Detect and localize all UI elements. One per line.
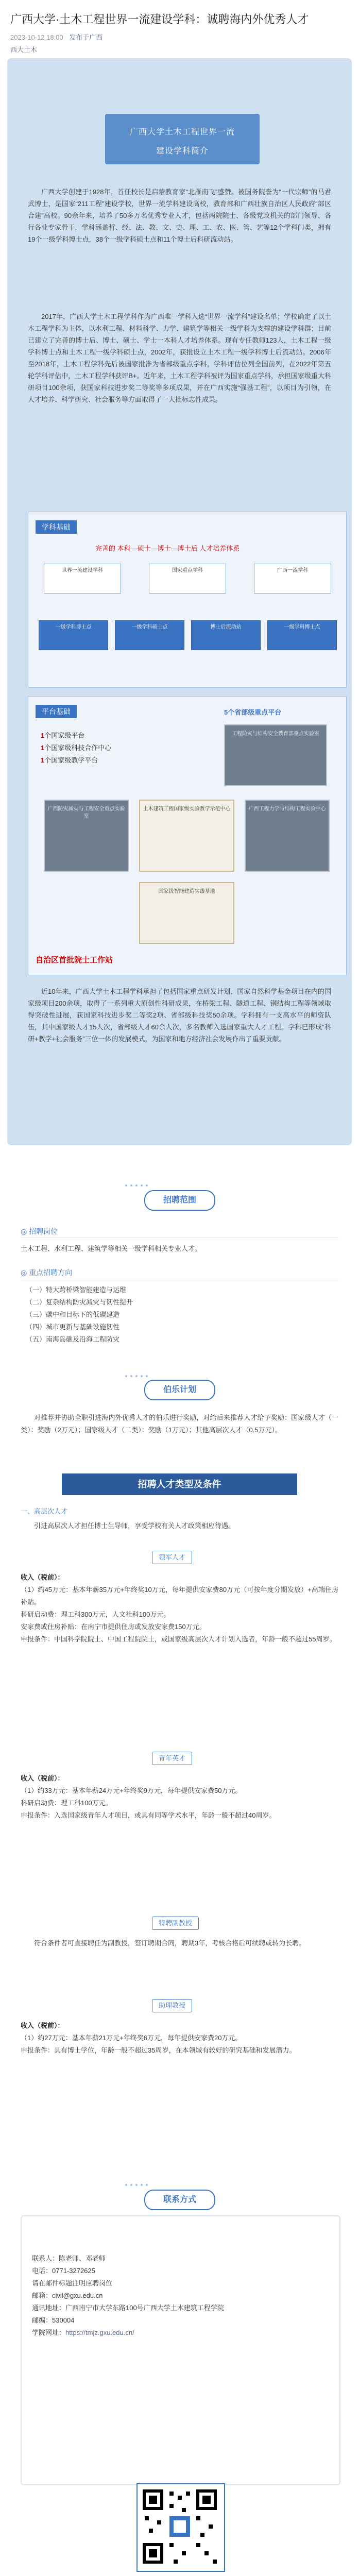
- direction-list: [26, 1284, 335, 1346]
- tab-lead-talent: 领军人才: [152, 1551, 192, 1564]
- contact-mail-note: 请在邮件标题注明应聘岗位: [32, 2279, 113, 2287]
- platform-item-2: 1个国家级科技合作中心: [41, 744, 112, 752]
- article-source[interactable]: 发布于广西: [69, 33, 103, 41]
- contact-card: [21, 2215, 340, 2485]
- divider-dots-3: [124, 2179, 235, 2182]
- direction-item: （二）复杂结构防灾减灾与韧性提升: [26, 1298, 133, 1306]
- platform-plaque-5: 国家级智能建造实践基地: [139, 882, 234, 944]
- contact-details: [32, 2252, 329, 2339]
- platform-headline: 5个省部级重点平台: [224, 708, 282, 716]
- bole-text: 对推荐并协助全职引进海内外优秀人才的伯乐进行奖励，对给后来推荐人才给予奖励：国家级人才（一类）：奖励（2万元）；国家级人才（二类）：奖励（1万元）；其他高层次人才（0.5万元）。: [21, 1414, 338, 1434]
- intro-paragraph-1: 广西大学创建于1928年，首任校长是启蒙教育家“北雁南飞”盛赞。被国务院誉为“一代宗师”的马君武博士，是国家“211工程”建设学校，世界一流学科建设高校，教育部和广西壮族自治区人民政府“部区合建”高校。90余年来，培养了50多万名优秀专业人才，包括两院院士、各级党政机关的部门领导、各行各业专家骨干，学科涵盖哲、经、法、教、文、史、理、工、农、医、管、艺等12个学科门类，拥有19个一级学科博士点，38个一级学科硕士点和11个博士后科研流动站。: [28, 188, 331, 243]
- young-talent-details: 收入（税前）： （1）约33万元：基本年薪24万元+年终奖9万元，每年提供安家费50万元。 科研启动费：理工科100万元。 申报条件：入选国家级青年人才项目，或具有同等学术水平，年龄一般不超过40周岁。: [21, 1774, 276, 1819]
- direction-item: （三）碳中和目标下的低碳建造: [26, 1311, 120, 1318]
- academic-box-7: 一级学科博士点: [267, 620, 337, 650]
- tab-assoc-professor: 特聘副教授: [152, 1917, 199, 1930]
- direction-item: （四）城市更新与基础设施韧性: [26, 1323, 120, 1331]
- academic-box-3: 广西一流学科: [254, 564, 331, 594]
- talent-type-band: 招聘人才类型及条件: [62, 1473, 297, 1495]
- platform-graphic: [28, 696, 347, 975]
- assist-professor-details: 收入（税前）： （1）约27万元：基本年薪21万元+年终奖6万元，每年提供安家费20万元。 申报条件：具有博士学位，年龄一般不超过35周岁，在本领域有较好的研究基础和发展潜力。: [21, 2022, 296, 2054]
- direction-item: （五）南海岛礁及沿海工程防灾: [26, 1335, 120, 1343]
- intro-heading-line2: 建设学科简介: [156, 147, 209, 156]
- contact-heading: 联系方式: [144, 2190, 215, 2210]
- platform-plaque-3: 土木建筑工程国家级实验教学示范中心: [139, 800, 234, 872]
- platform-plaque-1: 工程防灾与结构安全教育部重点实验室: [224, 724, 327, 786]
- academic-box-6: 博士后流动站: [191, 620, 261, 650]
- contact-phone[interactable]: 电话：0771-3272625: [32, 2267, 95, 2275]
- article-date: 2023-10-12 18:00: [10, 33, 63, 41]
- section-platform-title: 平台基础: [36, 705, 77, 718]
- intro-card: [7, 58, 352, 1145]
- post-text: 土木工程、水利工程、建筑学等相关一级学科相关专业人才。: [21, 1245, 202, 1252]
- direction-item: （一）特大跨桥梁智能建造与运维: [26, 1286, 127, 1294]
- contact-web[interactable]: 学院网址：https://tmjz.gxu.edu.cn/: [32, 2329, 134, 2336]
- academic-graphic: [28, 512, 347, 688]
- recruit-scope-heading: 招聘范围: [144, 1190, 215, 1211]
- high-level-text: 引进高层次人才担任博士生导师，享受学校有关人才政策相应待遇。: [34, 1522, 235, 1530]
- academic-box-4: 一级学科博士点: [39, 620, 108, 650]
- platform-list: [41, 730, 236, 767]
- tag-post: ◎ 招聘岗位: [21, 1227, 58, 1235]
- platform-item-1: 1个国家级平台: [41, 732, 85, 739]
- intro-paragraph-2: 2017年，广西大学土木工程学科作为广西唯一学科入选“世界一流学科”建设名单；学校确定了以土木工程学科为主体，以水利工程、材料科学、力学、建筑学等相关一级学科为支撑的建设学科群；目前已建立了完善的博士后、博士、硕士、学士一本科人才培养体系。现有专任教师123人，土木工程一级学科博士点和土木工程一级学科硕士点，2002年，获批设立土木工程一级学科博士后流动站。2006年至2018年，土木工程学科先后被国家批准为省部级重点学科，学科评估位列全国前列，在2022年第五轮学科评估中，土木工程学科获评B+。近年来，土木工程学科被评为国家重点学科，承担国家级重大科研项目100余项，获国家科技进步奖二等奖等多项成果，并在广西实施“强基工程”，以项目为引领，在人才培养、科学研究、社会服务等方面取得了一大批标志性成果。: [28, 313, 331, 403]
- platform-item-3: 1个国家级教学平台: [41, 756, 98, 764]
- divider-dots-1: [124, 1180, 235, 1183]
- intro-paragraph-3: 近10年来，广西大学土木工程学科承担了包括国家重点研发计划、国家自然科学基金项目在内的国家级项目200余项，取得了一系列重大原创性科研成果，在桥梁工程、隧道工程、钢结构工程等领域取得突破性进展，获国家科技进步奖二等奖2项、省部级科技奖50余项。学科拥有一支高水平的师资队伍，其中国家级人才15人次，省部级人才60余人次，多名教师入选国家重大人才工程。学科已形成“科研+教学+社会服务”三位一体的发展模式，为国家和地方经济社会发展作出了重要贡献。: [28, 988, 331, 1043]
- academic-box-5: 一级学科硕士点: [115, 620, 184, 650]
- platform-plaque-4: 广西工程力学与结构工程实验中心: [245, 800, 330, 872]
- section-academic-title: 学科基础: [36, 520, 77, 534]
- tab-young-talent: 青年英才: [152, 1752, 192, 1765]
- contact-zip: 邮编：530004: [32, 2316, 75, 2324]
- platform-footer-red: 自治区首批院士工作站: [36, 956, 113, 964]
- assoc-professor-text: 符合条件者可直接聘任为副教授，签订聘期合同，聘期3年，考核合格后可续聘或转为长聘。: [34, 1939, 306, 1947]
- academic-headline: 完善的 本科—硕士—博士—博士后 人才培养体系: [95, 545, 240, 552]
- contact-email[interactable]: 邮箱：civil@gxu.edu.cn: [32, 2292, 103, 2299]
- high-level-subtitle: 一、高层次人才: [21, 1507, 68, 1515]
- article-meta: [10, 32, 102, 42]
- academic-box-1: 世界一流建设学科: [44, 564, 121, 594]
- lead-talent-details: 收入（税前）： （1）约45万元：基本年薪35万元+年终奖10万元，每年提供安家费80万元（可按年度分期发放）+高端住房补贴。 科研启动费：理工科300万元，人文社科100万元。 安家费或住房补贴：在南宁市提供住房或发放安家费150万元。 申报条件：中国科学院院士、中国工程院院士，或国家级高层次人才计划入选者，年龄一般不超过55周岁。: [21, 1573, 338, 1643]
- platform-plaque-2: 广西防灾减灾与工程安全重点实验室: [44, 800, 129, 872]
- bole-plan-heading: 伯乐计划: [144, 1380, 215, 1400]
- contact-address: 通讯地址：广西南宁市大学东路100号广西大学土木建筑工程学院: [32, 2304, 224, 2312]
- qr-code-icon[interactable]: [136, 2483, 225, 2572]
- intro-heading-line1: 广西大学土木工程世界一流: [129, 128, 235, 137]
- divider-dots-2: [124, 1370, 235, 1374]
- tag-direction: ◎ 重点招聘方向: [21, 1268, 73, 1277]
- academic-box-2: 国家重点学科: [149, 564, 226, 594]
- intro-header: [105, 114, 260, 164]
- tab-assist-professor: 助理教授: [152, 1999, 192, 2012]
- article-author[interactable]: 西大土木: [10, 46, 38, 54]
- contact-person: 联系人：陈老师、邓老师: [32, 2255, 106, 2262]
- article-title: 广西大学·土木工程世界一流建设学科：诚聘海内外优秀人才: [10, 13, 309, 26]
